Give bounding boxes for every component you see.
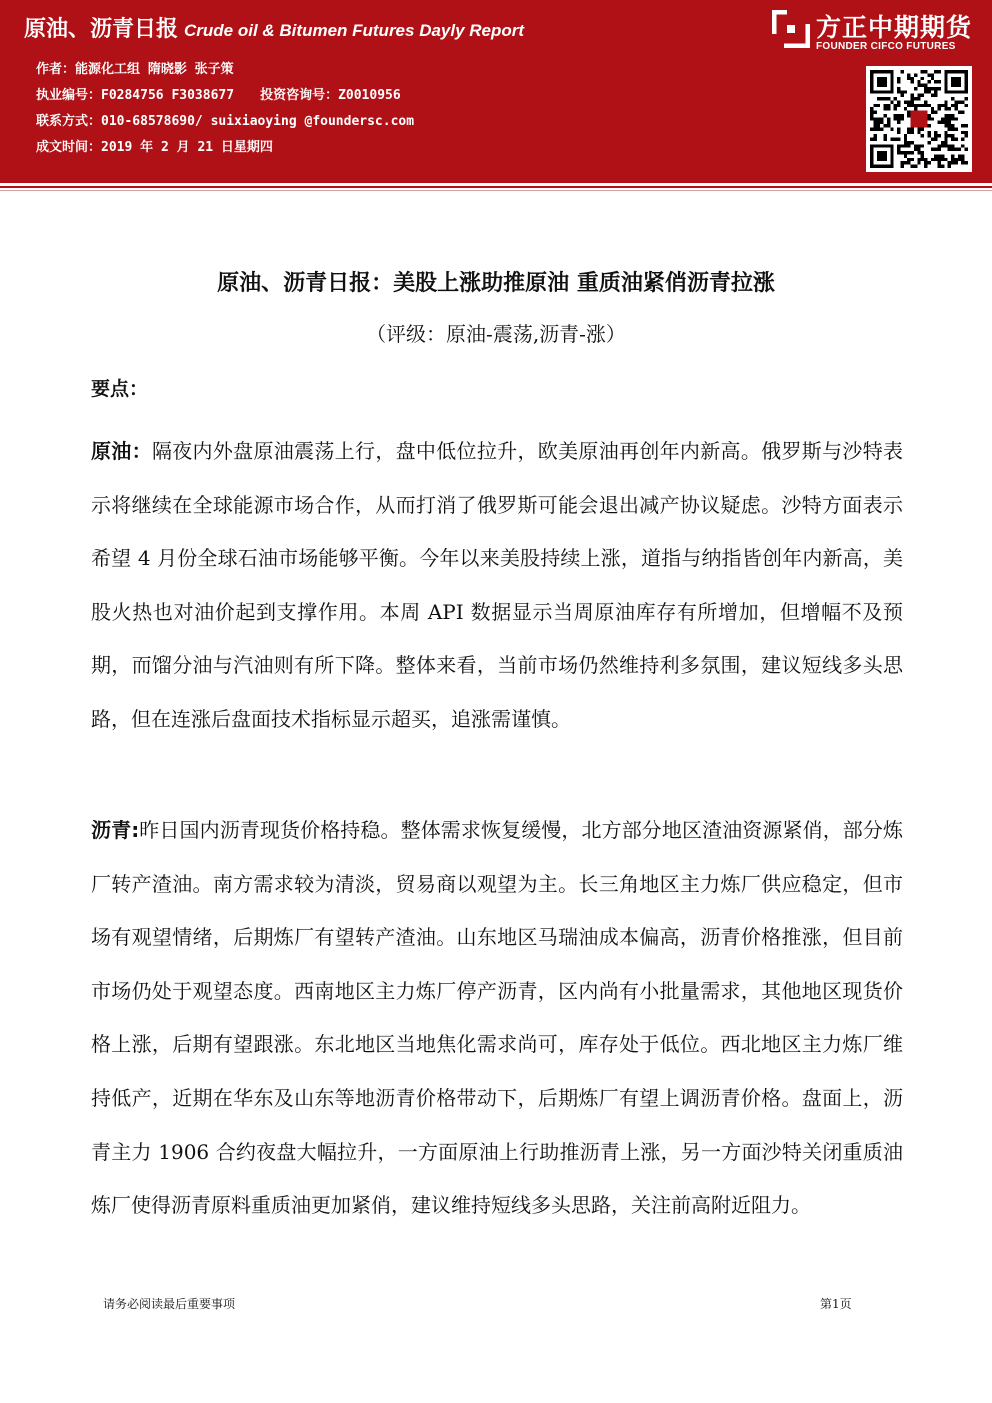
crude-oil-lead: 原油： (91, 439, 152, 463)
document-rating: （评级：原油-震荡,沥青-涨） (366, 322, 626, 346)
asphalt-paragraph (91, 804, 903, 1233)
consult-number: 投资咨询号：Z0010956 (260, 88, 401, 103)
report-title (24, 12, 524, 43)
report-header (0, 0, 992, 183)
keypoints-heading: 要点： (91, 378, 149, 400)
logo-name-cn: 方正中期期货 (816, 13, 973, 42)
logo-name-en: FOUNDER CIFCO FUTURES (816, 41, 956, 52)
contact-line: 联系方式：010-68578690/ suixiaoying @foundersc.com (36, 114, 415, 129)
report-title-cn: 原油、沥青日报 (24, 17, 179, 42)
author-line: 作者：能源化工组 隋晓影 张子策 (36, 62, 234, 77)
crude-oil-text: 隔夜内外盘原油震荡上行，盘中低位拉升，欧美原油再创年内新高。俄罗斯与沙特表示将继续在全球能源市场合作，从而打消了俄罗斯可能会退出减产协议疑虑。沙特方面表示希望 4 月份全球石油市场能够平衡。今年以来美股持续上涨，道指与纳指皆创年内新高，美股火热也对油价起到支撑作用。本周 API 数据显示当周原油库存有所增加，但增幅不及预期，而馏分油与汽油则有所下降。整体来看，当前市场仍然维持利多氛围，建议短线多头思路，但在连涨后盘面技术指标显示超买，追涨需谨慎。 (91, 439, 904, 731)
founder-logo-icon (772, 10, 810, 48)
crude-oil-paragraph (91, 425, 903, 747)
license-line (36, 84, 401, 103)
license-numbers: 执业编号：F0284756 F3038677 (36, 88, 235, 103)
report-title-en: Crude oil & Bitumen Futures Dayly Report (184, 21, 525, 40)
qr-code-icon (866, 66, 972, 172)
page-number: 第1页 (820, 1297, 852, 1311)
asphalt-lead: 沥青: (91, 818, 140, 842)
date-line: 成文时间：2019 年 2 月 21 日星期四 (36, 140, 273, 155)
footer-notice: 请务必阅读最后重要事项 (103, 1297, 236, 1311)
company-logo (772, 8, 982, 58)
header-divider (0, 186, 992, 188)
header-divider-thin (0, 190, 992, 191)
document-title: 原油、沥青日报：美股上涨助推原油 重质油紧俏沥青拉涨 (217, 271, 775, 296)
asphalt-text: 昨日国内沥青现货价格持稳。整体需求恢复缓慢，北方部分地区渣油资源紧俏，部分炼厂转产渣油。南方需求较为清淡，贸易商以观望为主。长三角地区主力炼厂供应稳定，但市场有观望情绪，后期炼厂有望转产渣油。山东地区马瑞油成本偏高，沥青价格推涨，但目前市场仍处于观望态度。西南地区主力炼厂停产沥青，区内尚有小批量需求，其他地区现货价格上涨，后期有望跟涨。东北地区当地焦化需求尚可，库存处于低位。西北地区主力炼厂维持低产，近期在华东及山东等地沥青价格带动下，后期炼厂有望上调沥青价格。盘面上，沥青主力 1906 合约夜盘大幅拉升，一方面原油上行助推沥青上涨，另一方面沙特关闭重质油炼厂使得沥青原料重质油更加紧俏，建议维持短线多头思路，关注前高附近阻力。 (91, 818, 904, 1218)
